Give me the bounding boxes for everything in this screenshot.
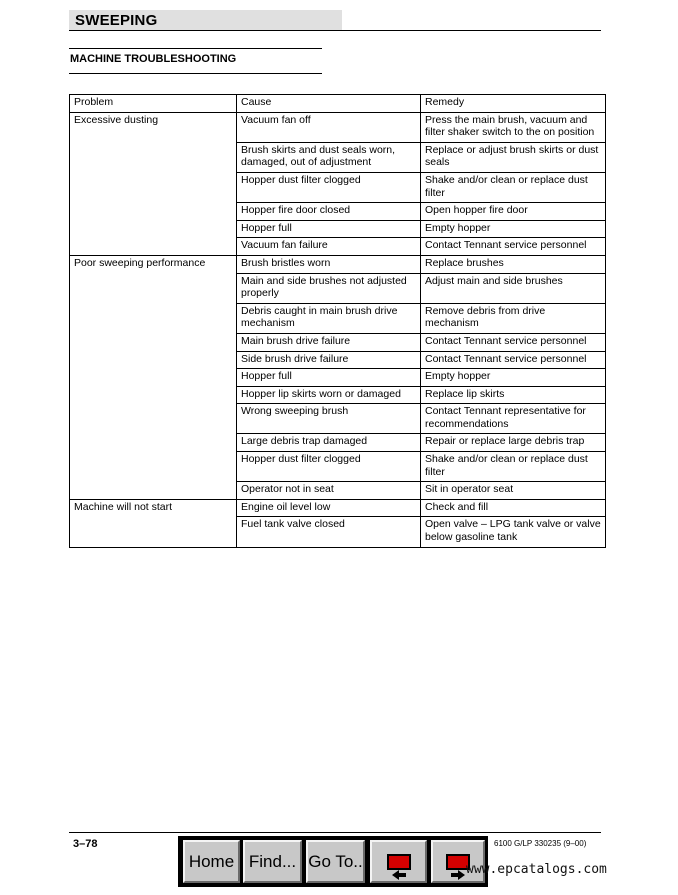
cause-cell: Wrong sweeping brush	[237, 404, 421, 434]
remedy-cell: Check and fill	[421, 499, 606, 517]
remedy-cell: Repair or replace large debris trap	[421, 434, 606, 452]
table-row	[70, 499, 606, 517]
remedy-cell: Contact Tennant service personnel	[421, 351, 606, 369]
remedy-cell: Press the main brush, vacuum and filter shaker switch to the on position	[421, 112, 606, 142]
header-cause: Cause	[237, 95, 421, 113]
cause-cell: Brush bristles worn	[237, 255, 421, 273]
cause-cell: Hopper fire door closed	[237, 203, 421, 221]
remedy-cell: Sit in operator seat	[421, 482, 606, 500]
cause-cell: Main and side brushes not adjusted properly	[237, 273, 421, 303]
subheading-rule-top	[69, 48, 322, 49]
remedy-cell: Shake and/or clean or replace dust filter	[421, 172, 606, 202]
subheading-rule-bottom	[69, 73, 322, 74]
table-row	[70, 112, 606, 142]
cause-cell: Engine oil level low	[237, 499, 421, 517]
navigation-bar	[178, 836, 488, 887]
problem-cell: Machine will not start	[70, 499, 237, 547]
subheading: MACHINE TROUBLESHOOTING	[70, 53, 237, 65]
cause-cell: Brush skirts and dust seals worn, damaged, out of adjustment	[237, 142, 421, 172]
left-arrow-icon	[387, 854, 411, 870]
header-problem: Problem	[70, 95, 237, 113]
page-number: 3–78	[73, 838, 98, 850]
remedy-cell: Replace lip skirts	[421, 386, 606, 404]
remedy-cell: Contact Tennant service personnel	[421, 333, 606, 351]
remedy-cell: Replace or adjust brush skirts or dust seals	[421, 142, 606, 172]
remedy-cell: Open valve – LPG tank valve or valve below gasoline tank	[421, 517, 606, 547]
remedy-cell: Contact Tennant representative for recommendations	[421, 404, 606, 434]
cause-cell: Hopper dust filter clogged	[237, 172, 421, 202]
goto-button[interactable]: Go To..	[306, 840, 365, 883]
problem-cell: Excessive dusting	[70, 112, 237, 255]
home-button[interactable]: Home	[183, 840, 240, 883]
footer-rule	[69, 832, 601, 833]
cause-cell: Side brush drive failure	[237, 351, 421, 369]
header-remedy: Remedy	[421, 95, 606, 113]
cause-cell: Large debris trap damaged	[237, 434, 421, 452]
document-code: 6100 G/LP 330235 (9–00)	[494, 839, 587, 848]
cause-cell: Vacuum fan failure	[237, 238, 421, 256]
cause-cell: Hopper dust filter clogged	[237, 452, 421, 482]
table-header-row	[70, 95, 606, 113]
remedy-cell: Empty hopper	[421, 369, 606, 387]
previous-page-button[interactable]	[370, 840, 427, 883]
remedy-cell: Shake and/or clean or replace dust filter	[421, 452, 606, 482]
watermark: www.epcatalogs.com	[466, 862, 607, 877]
cause-cell: Operator not in seat	[237, 482, 421, 500]
remedy-cell: Empty hopper	[421, 220, 606, 238]
remedy-cell: Remove debris from drive mechanism	[421, 303, 606, 333]
cause-cell: Vacuum fan off	[237, 112, 421, 142]
problem-cell: Poor sweeping performance	[70, 255, 237, 499]
cause-cell: Hopper full	[237, 369, 421, 387]
cause-cell: Hopper lip skirts worn or damaged	[237, 386, 421, 404]
cause-cell: Fuel tank valve closed	[237, 517, 421, 547]
troubleshooting-table	[69, 94, 606, 548]
troubleshooting-table-body	[70, 95, 606, 548]
banner-rule	[69, 30, 601, 31]
section-banner	[69, 10, 342, 31]
cause-cell: Debris caught in main brush drive mechanism	[237, 303, 421, 333]
find-button[interactable]: Find...	[243, 840, 302, 883]
remedy-cell: Adjust main and side brushes	[421, 273, 606, 303]
cause-cell: Main brush drive failure	[237, 333, 421, 351]
remedy-cell: Open hopper fire door	[421, 203, 606, 221]
table-row	[70, 255, 606, 273]
section-title: SWEEPING	[75, 12, 158, 29]
cause-cell: Hopper full	[237, 220, 421, 238]
remedy-cell: Contact Tennant service personnel	[421, 238, 606, 256]
remedy-cell: Replace brushes	[421, 255, 606, 273]
